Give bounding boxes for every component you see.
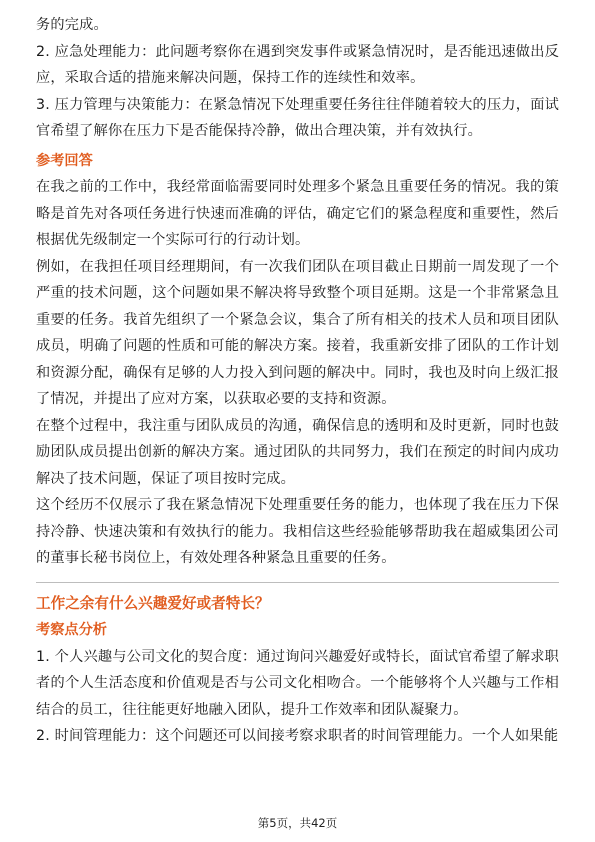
answer-paragraph-3: 在整个过程中，我注重与团队成员的沟通，确保信息的透明和及时更新，同时也鼓励团队成员提出创新的解决方案。通过团队的共同努力，我们在预定的时间内成功解决了技术问题，保证了项目按时完成。 <box>36 417 559 487</box>
document-page <box>36 12 559 750</box>
analysis-point-2: 2. 时间管理能力：这个问题还可以间接考察求职者的时间管理能力。一个人如果能 <box>36 728 559 744</box>
question-title: 工作之余有什么兴趣爱好或者特长？ <box>36 594 270 612</box>
continuation-line: 务的完成。 <box>36 17 108 33</box>
analysis-point-1: 1. 个人兴趣与公司文化的契合度：通过询问兴趣爱好或特长，面试官希望了解求职者的个人生活态度和价值观是否与公司文化相吻合。一个能够将个人兴趣与工作相结合的员工，往往能更好地融入团队，提升工作效率和团队凝聚力。 <box>36 648 559 718</box>
point-emergency-handling: 2. 应急处理能力：此问题考察你在遇到突发事件或紧急情况时，是否能迅速做出反应，采取合适的措施来解决问题，保持工作的连续性和效率。 <box>36 43 559 86</box>
section-divider <box>36 582 559 583</box>
point-pressure-decision: 3. 压力管理与决策能力：在紧急情况下处理重要任务往往伴随着较大的压力，面试官希望了解你在压力下是否能保持冷静，做出合理决策，并有效执行。 <box>36 96 559 139</box>
answer-paragraph-4: 这个经历不仅展示了我在紧急情况下处理重要任务的能力，也体现了我在压力下保持冷静、快速决策和有效执行的能力。我相信这些经验能够帮助我在超威集团公司的董事长秘书岗位上，有效处理各种紧急且重要的任务。 <box>36 497 559 566</box>
answer-paragraph-2: 例如，在我担任项目经理期间，有一次我们团队在项目截止日期前一周发现了一个严重的技术问题，这个问题如果不解决将导致整个项目延期。这是一个非常紧急且重要的任务。我首先组织了一个紧急会议，集合了所有相关的技术人员和项目团队成员，明确了问题的性质和可能的解决方案。接着，我重新安排了团队的工作计划和资源分配，确保有足够的人力投入到问题的解决中。同时，我也及时向上级汇报了情况，并提出了应对方案，以获取必要的支持和资源。 <box>36 258 559 407</box>
analysis-heading: 考察点分析 <box>36 622 107 638</box>
answer-paragraph-1: 在我之前的工作中，我经常面临需要同时处理多个紧急且重要任务的情况。我的策略是首先对各项任务进行快速而准确的评估，确定它们的紧急程度和重要性，然后根据优先级制定一个实际可行的行动计划。 <box>36 179 559 248</box>
reference-answer-heading: 参考回答 <box>36 152 93 169</box>
page-number: 第5页，共42页 <box>257 816 338 830</box>
